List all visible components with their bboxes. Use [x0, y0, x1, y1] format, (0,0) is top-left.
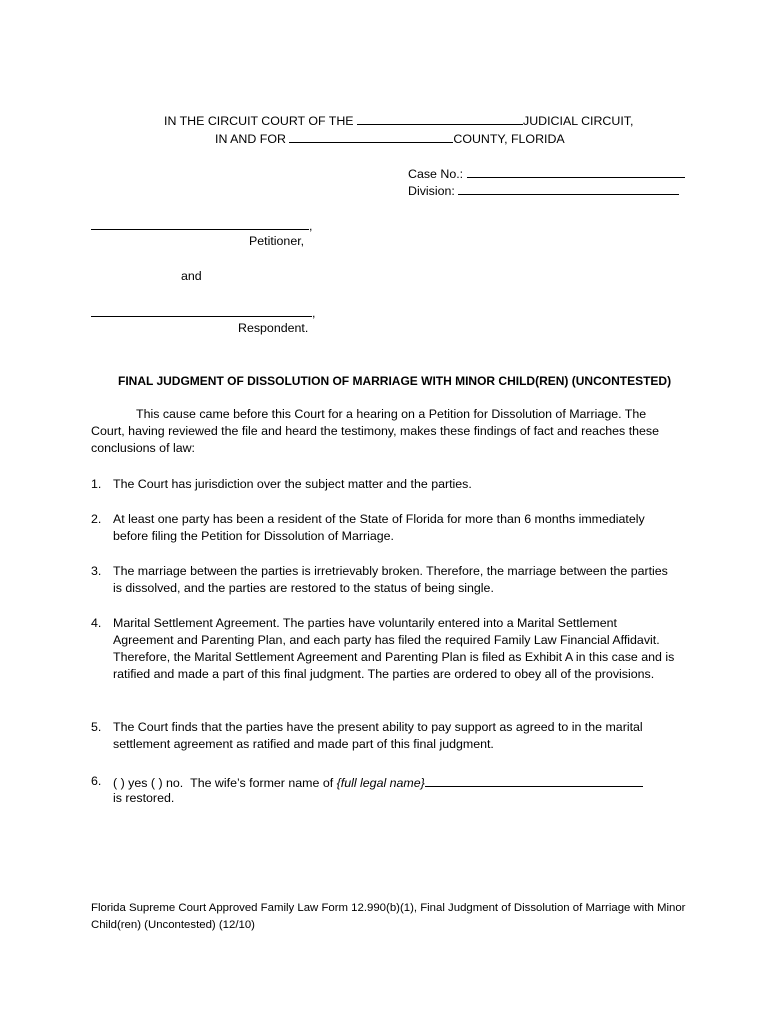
intro-paragraph — [91, 406, 681, 457]
former-name-text: The wife’s former name of — [190, 776, 334, 790]
finding-number: 6. — [91, 774, 102, 788]
court-header-line1 — [164, 111, 633, 130]
respondent-name-row: , — [91, 303, 315, 322]
county-blank[interactable] — [289, 129, 453, 143]
petitioner-name-row: , — [91, 216, 312, 235]
finding-number: 4. — [91, 616, 102, 630]
finding-number: 1. — [91, 477, 102, 491]
name-restore-yes-checkbox[interactable]: ( ) yes — [113, 776, 148, 790]
finding-number: 5. — [91, 720, 102, 734]
division-label: Division: — [408, 184, 455, 198]
judicial-circuit-blank[interactable] — [357, 111, 523, 125]
county-suffix: COUNTY, FLORIDA — [453, 132, 565, 146]
and-label: and — [181, 269, 202, 283]
finding-text: The Court has jurisdiction over the subject matter and the parties. — [113, 477, 472, 491]
full-legal-name-hint: {full legal name} — [336, 776, 425, 790]
respondent-name-field[interactable] — [91, 303, 312, 317]
former-name-field[interactable] — [425, 773, 643, 787]
finding-text: Marital Settlement Agreement. The parties have voluntarily entered into a Marital Settlement Agreement and Parenting Plan, and each party has filed the required Family Law Financial Affidavit. Therefore, the Marital Settlement Agreement and Parenting Plan is filed as Exhibit A in this case and is ratified and made a part of this final judgment. The parties are ordered to obey all of the provisions. — [113, 616, 675, 681]
name-restore-no-checkbox[interactable]: ( ) no. — [150, 776, 184, 790]
name-restored-text: is restored. — [113, 791, 175, 805]
respondent-label: Respondent. — [238, 321, 309, 335]
finding-number: 3. — [91, 564, 102, 578]
division-field[interactable] — [458, 181, 679, 195]
petitioner-name-field[interactable] — [91, 216, 309, 230]
document-title: FINAL JUDGMENT OF DISSOLUTION OF MARRIAGE WITH MINOR CHILD(REN) (UNCONTESTED) — [118, 374, 672, 388]
finding-text: The marriage between the parties is irretrievably broken. Therefore, the marriage between the parties is dissolved, and the parties are restored to the status of being single. — [113, 564, 668, 595]
petitioner-label: Petitioner, — [249, 234, 305, 248]
division-row — [408, 181, 679, 200]
case-number-label: Case No.: — [408, 167, 464, 181]
court-header-suffix: JUDICIAL CIRCUIT, — [523, 114, 634, 128]
intro-text: This cause came before this Court for a hearing on a Petition for Dissolution of Marriage. The Court, having reviewed the file and heard the testimony, makes these findings of fact and reaches these conclusions of law: — [91, 407, 660, 455]
finding-text: At least one party has been a resident of the State of Florida for more than 6 months immediately before filing the Petition for Dissolution of Marriage. — [113, 512, 645, 543]
case-number-field[interactable] — [467, 164, 685, 178]
court-header-prefix: IN THE CIRCUIT COURT OF THE — [164, 114, 354, 128]
county-prefix: IN AND FOR — [215, 132, 286, 146]
court-header-line2 — [215, 129, 565, 148]
form-footer: Florida Supreme Court Approved Family Law Form 12.990(b)(1), Final Judgment of Dissolution of Marriage with Minor Child(ren) (Uncontested) (12/10) — [91, 902, 686, 931]
finding-text: The Court finds that the parties have the present ability to pay support as agreed to in the marital settlement agreement as ratified and made part of this final judgment. — [113, 720, 643, 751]
finding-number: 2. — [91, 512, 102, 526]
